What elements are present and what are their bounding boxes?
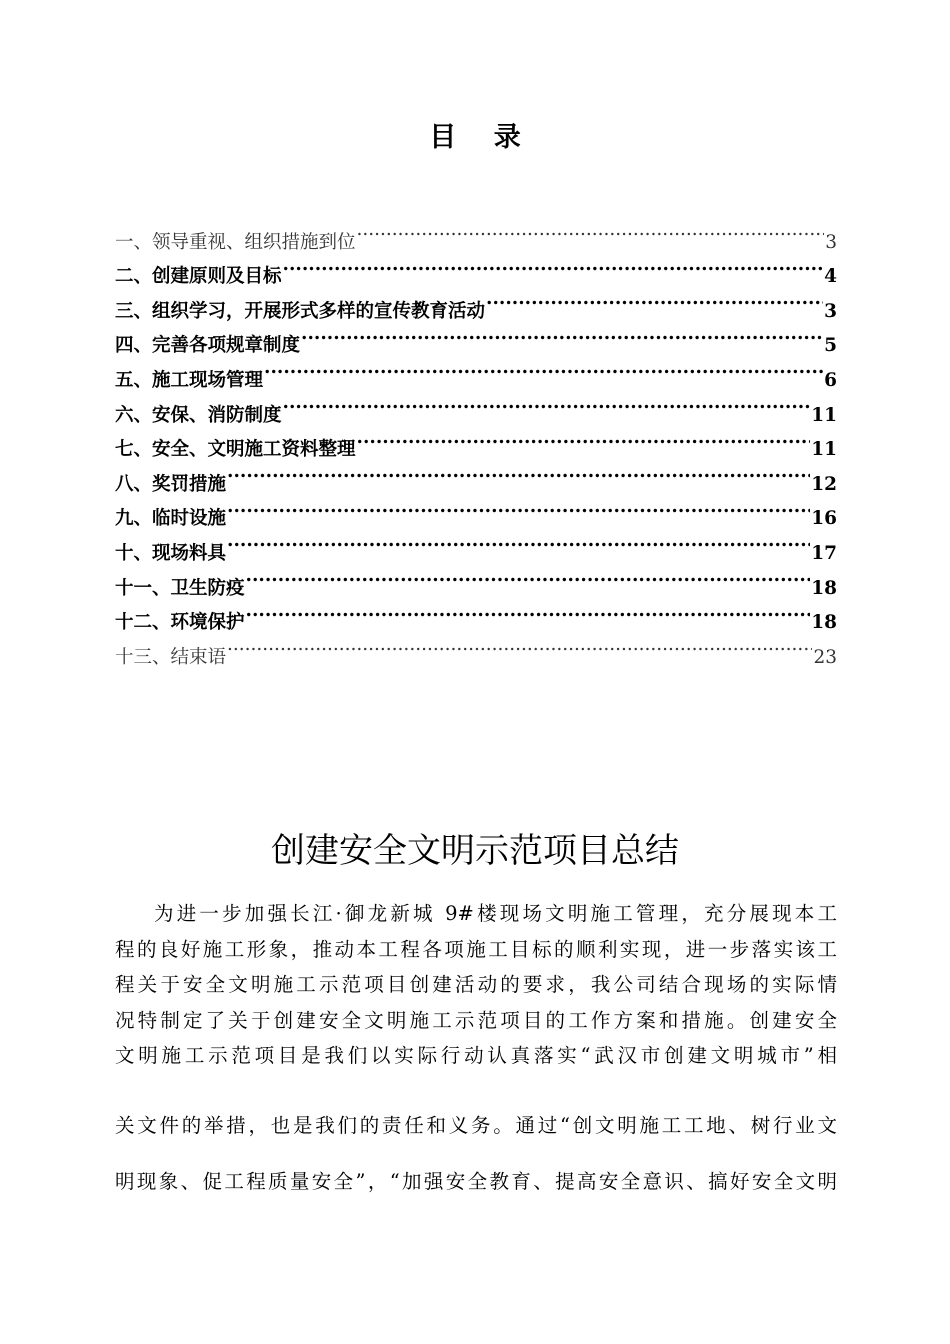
toc-dot-leader: [246, 594, 811, 629]
toc-entry-label: 十一、卫生防疫: [115, 577, 245, 599]
toc-entry-label: 三、组织学习，开展形式多样的宣传教育活动: [115, 300, 486, 322]
toc-entry-page-number: 4: [824, 266, 837, 288]
toc-entry-label: 二、创建原则及目标: [115, 266, 282, 288]
body-paragraph-2: [115, 1098, 837, 1210]
toc-dot-leader: [227, 524, 810, 559]
toc-entry-label: 七、安全、文明施工资料整理: [115, 439, 356, 461]
toc-entry-label: 八、奖罚措施: [115, 473, 227, 495]
toc-dot-leader: [301, 317, 823, 352]
toc-dot-leader: [227, 628, 812, 663]
toc-entry-label: 五、施工现场管理: [115, 369, 264, 391]
paragraph-line: 为进一步加强长江·御龙新城 9#楼现场文明施工管理，充分展现本工: [154, 902, 837, 925]
toc-entry-label: 十二、环境保护: [115, 612, 245, 634]
toc-entry-page-number: 16: [811, 508, 837, 530]
paragraph-line: 程关于安全文明施工示范项目创建活动的要求，我公司结合现场的实际情: [115, 973, 837, 996]
table-of-contents: [115, 213, 837, 668]
toc-dot-leader: [357, 213, 825, 248]
paragraph-line: 况特制定了关于创建安全文明施工示范项目的工作方案和措施。创建安全: [115, 1008, 837, 1032]
toc-entry[interactable]: [115, 213, 837, 253]
paragraph-line: 明现象、促工程质量安全”，“加强安全教育、提高安全意识、搞好安全文明: [115, 1170, 837, 1193]
toc-dot-leader: [283, 248, 824, 283]
toc-entry-label: 十、现场料具: [115, 542, 227, 564]
toc-dot-leader: [283, 386, 811, 421]
paragraph-line: 关文件的举措，也是我们的责任和义务。通过“创文明施工工地、树行业文: [115, 1114, 837, 1137]
toc-entry-label: 十三、结束语: [115, 646, 227, 668]
body-paragraph-1: [115, 896, 837, 1074]
toc-title: 目 录: [429, 122, 535, 153]
toc-entry-label: 四、完善各项规章制度: [115, 335, 301, 357]
toc-entry-page-number: 11: [811, 439, 837, 461]
toc-dot-leader: [264, 351, 823, 386]
paragraph-line: 文明施工示范项目是我们以实际行动认真落实“武汉市创建文明城市”相: [115, 1044, 837, 1067]
toc-entry-page-number: 5: [824, 335, 837, 357]
toc-entry-label: 九、临时设施: [115, 508, 227, 530]
toc-dot-leader: [227, 455, 810, 490]
toc-entry-page-number: 18: [811, 612, 837, 634]
toc-entry-page-number: 3: [824, 300, 837, 322]
toc-entry-page-number: 6: [824, 369, 837, 391]
toc-dot-leader: [357, 421, 811, 456]
toc-dot-leader: [246, 559, 811, 594]
toc-entry-page-number: 23: [813, 646, 837, 668]
toc-entry-page-number: 17: [811, 542, 837, 564]
toc-entry-page-number: 3: [825, 231, 837, 253]
paragraph-line: 程的良好施工形象，推动本工程各项施工目标的顺利实现，进一步落实该工: [115, 937, 837, 961]
toc-entry-label: 六、安保、消防制度: [115, 404, 282, 426]
toc-entry-page-number: 11: [811, 404, 837, 426]
toc-entry-page-number: 12: [811, 473, 837, 495]
toc-dot-leader: [486, 282, 823, 317]
toc-dot-leader: [227, 490, 810, 525]
document-title: 创建安全文明示范项目总结: [271, 831, 679, 871]
toc-entry-page-number: 18: [811, 577, 837, 599]
toc-entry-label: 一、领导重视、组织措施到位: [115, 231, 356, 253]
